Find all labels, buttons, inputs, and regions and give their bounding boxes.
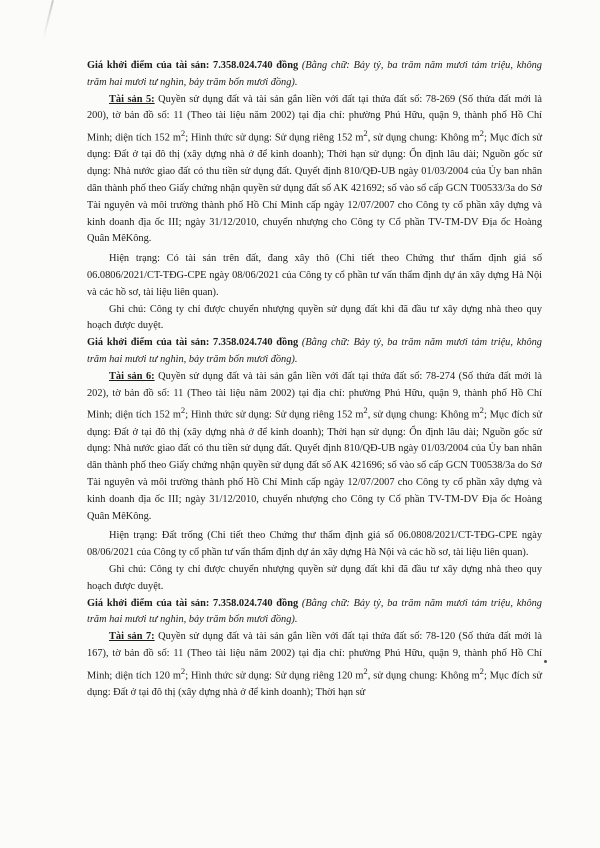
superscript-2: 2 [363,128,368,139]
asset-6-heading: Tài sản 6: [109,370,155,382]
asset-5-paragraph [87,92,542,249]
asset-7-text-a: Quyền sử dụng đất và tài sản gắn liền với đất tại thửa đất số: 78-120 (Số thửa đất mới là 167), tờ bản đồ số: 11 (Theo tài liệu năm 2002) tại địa chỉ: phường Phú Hữu, quận 9, thành phố Hồ Chí Minh; diện tích 120 m [87,631,542,682]
asset-7-paragraph [87,629,542,702]
asset-5-note: Ghi chú: Công ty chỉ được chuyển nhượng quyền sử dụng đất khi đã đầu tư xây dựng nhà theo quy hoạch được duyệt. [87,303,542,332]
starting-price-in-words: (Bằng chữ: Bảy tỷ, ba trăm năm mươi tám triệu, không trăm hai mươi tư nghìn, bảy trăm bốn mươi đồng). [87,337,542,365]
asset-7-text-d: ; Mục đích sử dụng: Đất ở tại đô thị (xây dựng nhà ở để kinh doanh); Thời hạn sử [87,670,542,698]
starting-price-label: Giá khởi điểm của tài sản: 7.358.024.740 đồng [87,60,299,71]
asset-5-text-d: ; Mục đích sử dụng: Đất ở tại đô thị (xây dựng nhà ở để kinh doanh); Thời hạn sử dụng: Ổn định lâu dài; Nguồn gốc sử dụng: Nhà nước giao đất có thu tiền sử dụng đất. Quyết định 810/QĐ-UB ngày 01/03/2004 của Ủy ban nhân dân thành phố theo Giấy chứng nhận quyền sử dụng đất số AK 421692; số vào sổ cấp GCN T00533/3a do Sở Tài nguyên và môi trường thành phố Hồ Chí Minh cấp ngày 12/07/2007 cho Công ty cổ phần xây dựng và kinh doanh địa ốc III; ngày 31/12/2010, chuyển nhượng cho Công ty Cổ phần TV-TM-DV Địa ốc Hoàng Quân MêKông. [87,132,542,245]
superscript-2: 2 [479,405,484,416]
paper-fold-mark [42,0,54,39]
asset-7-text-b: ; Hình thức sử dụng: Sử dụng riêng 120 m [185,670,364,682]
starting-price-label: Giá khởi điểm của tài sản: 7.358.024.740 đồng [87,337,299,349]
superscript-2: 2 [479,128,484,139]
superscript-2: 2 [180,405,186,416]
asset-6-paragraph [87,369,542,526]
asset-5-text-c: , sử dụng chung: Không m [367,132,480,144]
starting-price-paragraph [87,335,542,369]
asset-6-text-d: ; Mục đích sử dụng: Đất ở tại đô thị (xây dựng nhà ở để kinh doanh); Thời hạn sử dụng: Ổn định lâu dài; Nguồn gốc sử dụng: Nhà nước giao đất có thu tiền sử dụng đất. Quyết định 810/QĐ-UB ngày 01/03/2004 của Ủy ban nhân dân thành phố theo Giấy chứng nhận quyền sử dụng đất số AK 421696; số vào sổ cấp GCN T00538/3a do Sở Tài nguyên và môi trường thành phố Hồ Chí Minh cấp ngày 12/07/2007 cho Công ty cổ phần xây dựng và kinh doanh địa ốc III; ngày 31/12/2010, chuyển nhượng cho Công ty Cổ phần TV-TM-DV Địa ốc Hoàng Quân MêKông. [87,409,542,522]
asset-6-text-a: Quyền sử dụng đất và tài sản gắn liền với đất tại thửa đất số: 78-274 (Số thửa đất mới là 202), tờ bản đồ số: 11 (Theo tài liệu năm 2002) tại địa chỉ: phường Phú Hữu, quận 9, thành phố Hồ Chí Minh; diện tích 152 m [87,370,542,421]
superscript-2: 2 [363,405,368,416]
starting-price-in-words: (Bằng chữ: Bảy tỷ, ba trăm năm mươi tám triệu, không trăm hai mươi tư nghìn, bảy trăm bốn mươi đồng). [87,60,542,88]
asset-5-text-a: Quyền sử dụng đất và tài sản gắn liền với đất tại thửa đất số: 78-269 (Số thửa đất mới là 200), tờ bản đồ số: 11 (Theo tài liệu năm 2002) tại địa chỉ: phường Phú Hữu, quận 9, thành phố Hồ Chí Minh; diện tích 152 m [87,93,542,144]
starting-price-in-words: (Bằng chữ: Bảy tỷ, ba trăm năm mươi tám triệu, không trăm hai mươi tư nghìn, bảy trăm bốn mươi đồng). [87,597,542,626]
superscript-2: 2 [363,665,368,676]
asset-6-status: Hiện trạng: Đất trống (Chi tiết theo Chứng thư thẩm định giá số 06.0808/2021/CT-TĐG-CPE ngày 08/06/2021 của Công ty cổ phần tư vấn thẩm định dự án xây dựng Hà Nội và các hồ sơ, tài liệu liên quan). [87,530,542,559]
superscript-2: 2 [479,665,484,676]
asset-7-heading: Tài sản 7: [109,631,155,643]
document-page [87,58,542,702]
asset-7-text-c: , sử dụng chung: Không m [367,670,480,682]
asset-5-text-b: ; Hình thức sử dụng: Sử dụng riêng 152 m [185,132,364,144]
superscript-2: 2 [180,128,186,139]
asset-6-note: Ghi chú: Công ty chỉ được chuyển nhượng quyền sử dụng đất khi đã đầu tư xây dựng nhà theo quy hoạch được duyệt. [87,563,542,592]
asset-5-heading: Tài sản 5: [109,93,155,105]
scan-speck [544,660,547,663]
superscript-2: 2 [180,665,186,676]
asset-5-status: Hiện trạng: Có tài sản trên đất, đang xây thô (Chi tiết theo Chứng thư thẩm định giá số 06.0806/2021/CT-TĐG-CPE ngày 08/06/2021 của Công ty cổ phần tư vấn thẩm định dự án xây dựng Hà Nội và các hồ sơ, tài liệu liên quan). [87,253,542,298]
asset-6-text-c: , sử dụng chung: Không m [367,409,480,421]
asset-6-text-b: ; Hình thức sử dụng: Sử dụng riêng 152 m [185,409,364,421]
starting-price-paragraph [87,58,542,92]
starting-price-label: Giá khởi điểm của tài sản: 7.358.024.740 đồng [87,597,299,609]
starting-price-paragraph [87,596,542,630]
